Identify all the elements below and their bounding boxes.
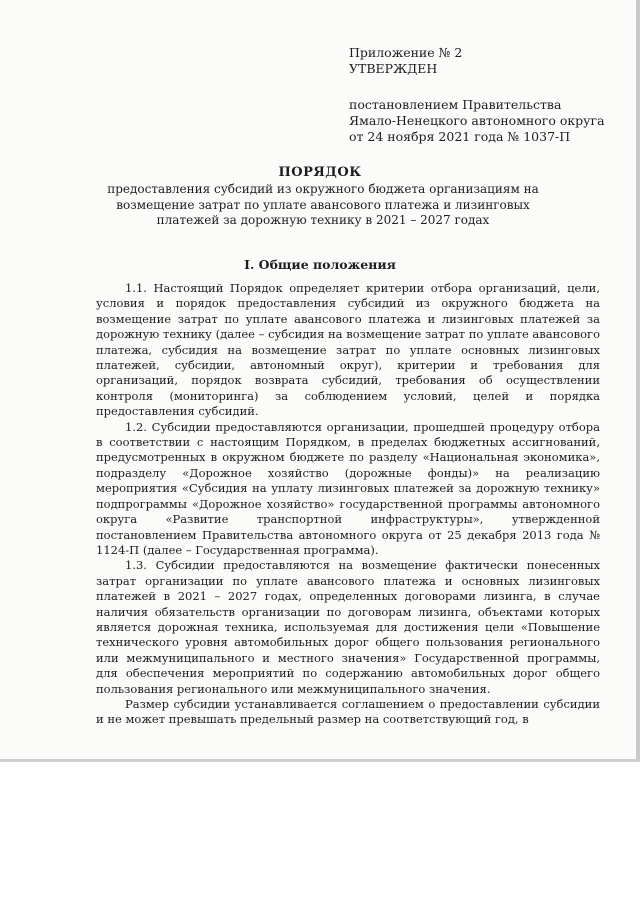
approval-block: [349, 45, 629, 145]
section-heading: I. Общие положения: [244, 257, 396, 272]
approved-label: УТВЕРЖДЕН: [349, 61, 438, 76]
paragraph-1-1: 1.1. Настоящий Порядок определяет критерии отбора организаций, цели, условия и порядок предоставления субсидий из окружного бюджета на возмещение затрат по уплате авансового платежа и лизинговых платежей за дорожную технику (далее – субсидия на возмещение затрат по уплате авансового платежа, субсидия на возмещение затрат по уплате основных лизинговых платежей, субсидии, автономный округ), критерии и требования для организаций, порядок возврата субсидий, требования об осуществлении контроля (мониторинга) за соблюдением условий, целей и порядка предоставления субсидий.: [96, 281, 600, 419]
paragraph-1-2: 1.2. Субсидии предоставляются организации, прошедшей процедуру отбора в соответствии с настоящим Порядком, в пределах бюджетных ассигнований, предусмотренных в окружном бюджете по разделу «Национальная экономика», подразделу «Дорожное хозяйство (дорожные фонды)» на реализацию мероприятия «Субсидия на уплату лизинговых платежей за дорожную технику» подпрограммы «Дорожное хозяйство» государственной программы автономного округа «Развитие транспортной инфраструктуры», утвержденной постановлением Правительства автономного округа от 25 декабря 2013 года № 1124-П (далее – Государственная программа).: [96, 419, 600, 557]
approval-source-line-1: постановлением Правительства: [349, 97, 562, 112]
document-body: [96, 281, 600, 728]
paragraph-subsidy-size: Размер субсидии устанавливается соглашением о предоставлении субсидии и не может превышать предельный размер на соответствующий год, в: [96, 696, 600, 727]
document-subtitle: предоставления субсидий из окружного бюджета организациям на возмещение затрат по уплате авансового платежа и лизинговых платежей за дорожную технику в 2021 – 2027 годах: [107, 182, 539, 227]
appendix-label: Приложение № 2: [349, 45, 463, 60]
document-title: ПОРЯДОК: [278, 165, 362, 180]
approval-source-line-2: Ямало-Ненецкого автономного округа: [349, 113, 605, 128]
approval-source-line-3: от 24 ноября 2021 года № 1037-П: [349, 129, 571, 144]
paragraph-1-3: 1.3. Субсидии предоставляются на возмещение фактически понесенных затрат организации по уплате авансового платежа и основных лизинговых платежей в 2021 – 2027 годах, определенных договорами лизинга, в случае наличия обязательств организации по договорам лизинга, объектами которых является дорожная техника, используемая для достижения цели «Повышение технического уровня автомобильных дорог общего пользования регионального или межмуниципального и местного значения» Государственной программы, для обеспечения мероприятий по содержанию автомобильных дорог общего пользования регионального или межмуниципального значения.: [96, 558, 600, 696]
